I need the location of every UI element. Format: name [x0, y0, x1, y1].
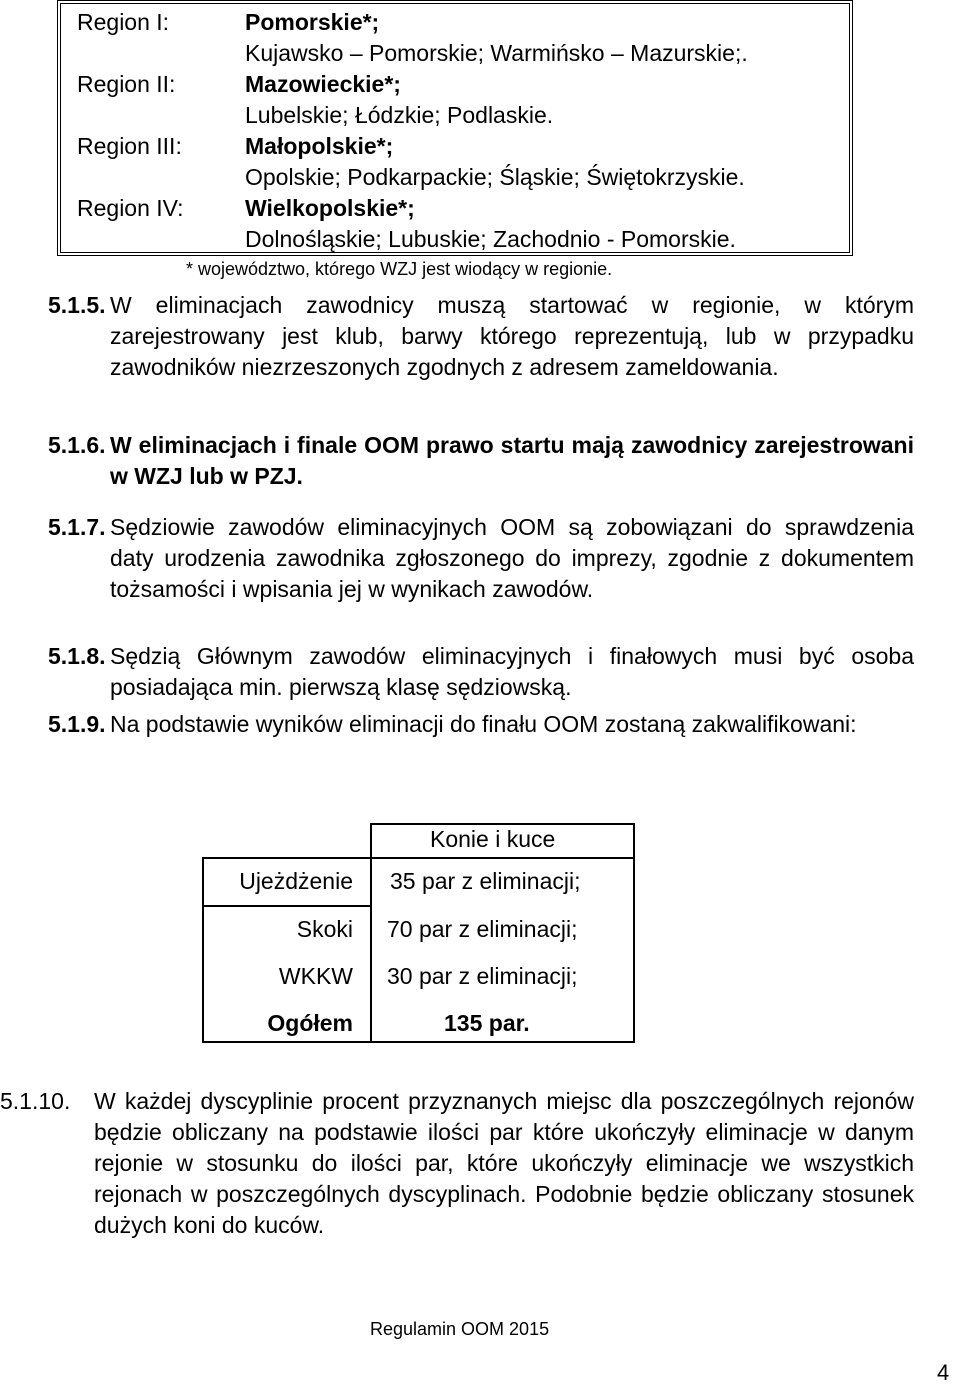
paragraph-text: Na podstawie wyników eliminacji do finału OOM zostaną zakwalifikowani:	[110, 711, 857, 737]
paragraph-5-1-8	[48, 641, 914, 703]
paragraph-number: 5.1.9.	[48, 711, 106, 737]
paragraph-number: 5.1.5.	[48, 292, 106, 318]
paragraph-5-1-5	[48, 290, 914, 383]
discipline-label: Skoki	[296, 916, 353, 942]
table-header: Konie i kuce	[430, 826, 556, 852]
paragraph-text: W eliminacjach i finale OOM prawo startu mają zawodnicy zarejestrowani w WZJ lub w PZJ.	[110, 432, 914, 489]
region-label: Region III:	[77, 133, 182, 159]
leading-voivodeship: Małopolskie*;	[245, 133, 394, 159]
region-voivodeships	[245, 7, 845, 69]
paragraph-text: W każdej dyscyplinie procent przyznanych miejsc dla poszczególnych rejonów będzie obliczany na podstawie ilości par które ukończyły eliminacje w danym rejonie w stosunku do ilości par, które ukończyły eliminacje we wszystkich rejonach w poszczególnych dyscyplinach. Podobnie będzie obliczany stosunek dużych koni do kuców.	[94, 1088, 914, 1238]
footnote: * województwo, którego WZJ jest wiodący w regionie.	[186, 259, 613, 279]
total-label: Ogółem	[267, 1010, 353, 1036]
region-label: Region IV:	[77, 195, 184, 221]
page-footer: Regulamin OOM 2015	[370, 1319, 550, 1339]
region-voivodeships	[245, 69, 845, 131]
paragraph-number: 5.1.7.	[48, 514, 106, 540]
paragraph-text: W eliminacjach zawodnicy muszą startować w regionie, w którym zarejestrowany jest klub, barwy którego reprezentują, lub w przypadku zawodników niezrzeszonych zgodnych z adresem zameldowania.	[110, 292, 914, 380]
qualification-table	[202, 823, 635, 1043]
other-voivodeships: Kujawsko – Pomorskie; Warmińsko – Mazurskie;.	[245, 40, 748, 66]
leading-voivodeship: Pomorskie*;	[245, 9, 380, 35]
paragraph-5-1-10	[0, 1086, 914, 1241]
paragraph-5-1-9	[48, 709, 914, 740]
paragraph-number: 5.1.6.	[48, 432, 106, 458]
paragraph-number: 5.1.10.	[0, 1088, 71, 1114]
leading-voivodeship: Wielkopolskie*;	[245, 195, 415, 221]
discipline-label: WKKW	[278, 963, 353, 989]
discipline-value: 70 par z eliminacji;	[387, 916, 578, 942]
paragraph-number: 5.1.8.	[48, 643, 106, 669]
other-voivodeships: Opolskie; Podkarpackie; Śląskie; Świętokrzyskie.	[245, 164, 745, 190]
discipline-value: 35 par z eliminacji;	[390, 868, 581, 894]
region-label: Region II:	[77, 71, 176, 97]
region-voivodeships	[245, 131, 845, 193]
paragraph-text: Sędzią Głównym zawodów eliminacyjnych i finałowych musi być osoba posiadająca min. pierwszą klasę sędziowską.	[110, 643, 914, 700]
region-table	[57, 0, 853, 256]
discipline-value: 30 par z eliminacji;	[387, 963, 578, 989]
discipline-label: Ujeżdżenie	[239, 868, 353, 894]
paragraph-text: Sędziowie zawodów eliminacyjnych OOM są zobowiązani do sprawdzenia daty urodzenia zawodnika zgłoszonego do imprezy, zgodnie z dokumentem tożsamości i wpisania jej w wynikach zawodów.	[110, 514, 914, 602]
region-voivodeships	[245, 193, 845, 255]
region-label: Region I:	[77, 9, 170, 35]
paragraph-5-1-7	[48, 512, 914, 605]
total-value: 135 par.	[444, 1010, 530, 1036]
page-number: 4	[937, 1360, 950, 1385]
other-voivodeships: Dolnośląskie; Lubuskie; Zachodnio - Pomorskie.	[245, 226, 736, 252]
leading-voivodeship: Mazowieckie*;	[245, 71, 401, 97]
paragraph-5-1-6	[48, 430, 914, 492]
other-voivodeships: Lubelskie; Łódzkie; Podlaskie.	[245, 102, 554, 128]
